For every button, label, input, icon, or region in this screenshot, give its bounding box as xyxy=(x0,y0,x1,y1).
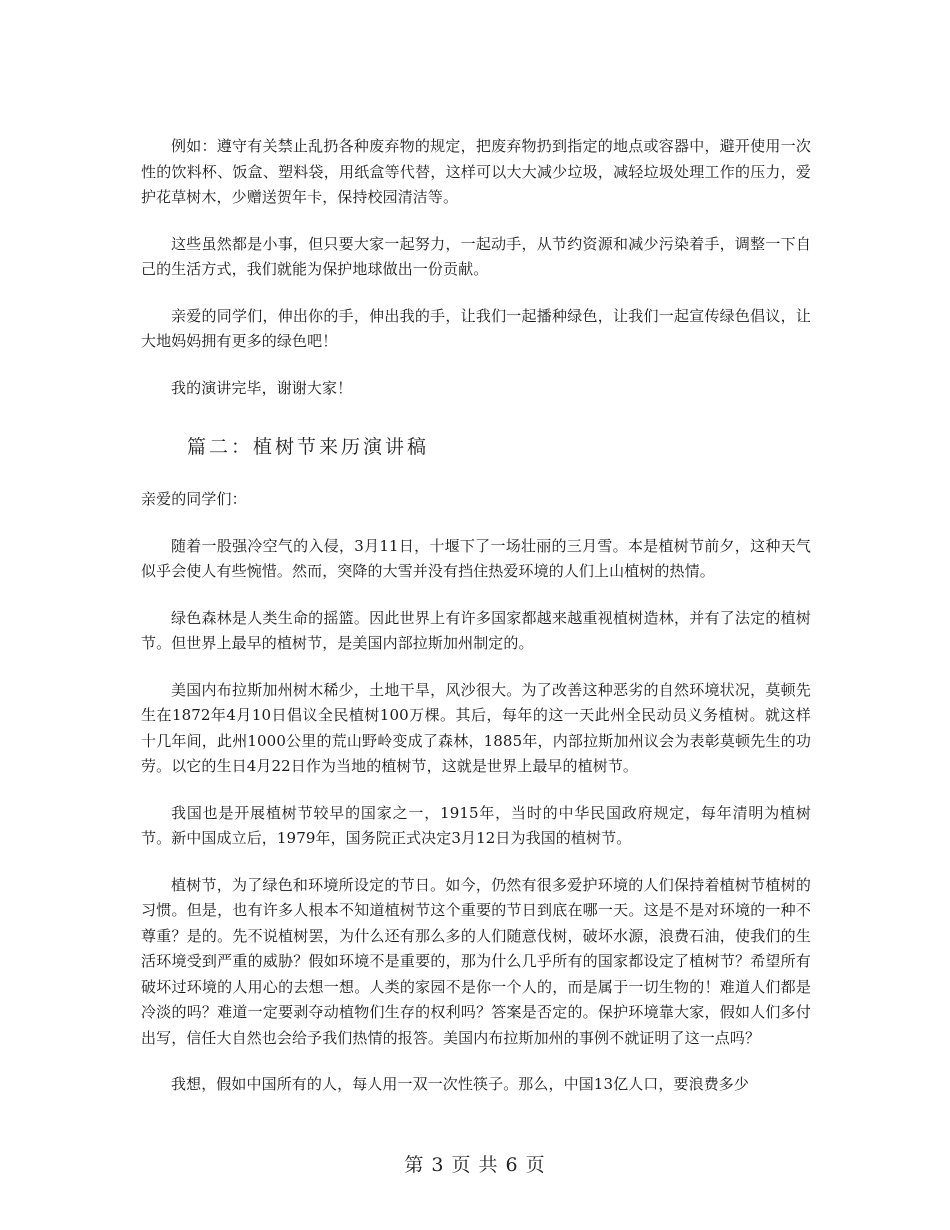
paragraph-closing: 我的演讲完毕，谢谢大家！ xyxy=(171,378,353,397)
paragraph-call-to-action: 亲爱的同学们，伸出你的手，伸出我的手，让我们一起播种绿色，让我们一起宣传绿色倡议，让大地妈妈拥有更多的绿色吧！ xyxy=(141,306,811,350)
paragraph-environment-respect: 植树节，为了绿色和环境所设定的节日。如今，仍然有很多爱护环境的人们保持着植树节植树的习惯。但是，也有许多人根本不知道植树节这个重要的节日到底在哪一天。这是不是对环境的一种不尊重？是的。先不说植树罢，为什么还有那么多的人们随意伐树，破坏水源，浪费石油，使我们的生活环境受到严重的威胁？假如环境不是重要的，那为什么几乎所有的国家都设定了植树节？希望所有破坏过环境的人用心的去想一想。人类的家园不是你一个人的，而是属于一切生物的！难道人们都是冷淡的吗？难道一定要剥夺动植物们生存的权利吗？答案是否定的。保护环境靠大家，假如人们多付出写，信任大自然也会给予我们热情的报答。美国内布拉斯加州的事例不就证明了这一点吗？ xyxy=(141,875,811,1047)
paragraph-examples: 例如：遵守有关禁止乱扔各种废弃物的规定，把废弃物扔到指定的地点或容器中，避开使用一次性的饮料杯、饭盒、塑料袋，用纸盒等代替，这样可以大大减少垃圾，减轻垃圾处理工作的压力，爱护花草树木，少赠送贺年卡，保持校园清洁等。 xyxy=(141,137,811,206)
paragraph-small-things: 这些虽然都是小事，但只要大家一起努力，一起动手，从节约资源和减少污染着手，调整一下自己的生活方式，我们就能为保护地球做出一份贡献。 xyxy=(141,234,811,278)
section-title: 篇二：植树节来历演讲稿 xyxy=(187,436,430,458)
document-body xyxy=(141,134,811,1119)
page-footer xyxy=(0,1150,950,1177)
paragraph-nebraska: 美国内布拉斯加州树木稀少，土地干旱，风沙很大。为了改善这种恶劣的自然环境状况，莫顿先生在1872年4月10日倡议全民植树100万棵。其后，每年的这一天此州全民动员义务植树。就这样十几年间，此州1000公里的荒山野岭变成了森林，1885年，内部拉斯加州议会为表彰莫顿先生的功劳。以它的生日4月22日作为当地的植树节，这就是世界上最早的植树节。 xyxy=(141,680,811,775)
paragraph-china-arbor-day: 我国也是开展植树节较早的国家之一，1915年，当时的中华民国政府规定，每年清明为植树节。新中国成立后，1979年，国务院正式决定3月12日为我国的植树节。 xyxy=(141,803,811,847)
paragraph-forest-cradle: 绿色森林是人类生命的摇篮。因此世界上有许多国家都越来越重视植树造林，并有了法定的植树节。但世界上最早的植树节，是美国内部拉斯加州制定的。 xyxy=(141,608,811,652)
salutation: 亲爱的同学们： xyxy=(141,490,247,508)
paragraph-march-snow: 随着一股强冷空气的入侵，3月11日，十堰下了一场壮丽的三月雪。本是植树节前夕，这种天气似乎会使人有些惋惜。然而，突降的大雪并没有挡住热爱环境的人们上山植树的热情。 xyxy=(141,536,811,580)
page-number-label: 第 3 页 共 6 页 xyxy=(404,1154,546,1176)
paragraph-chopsticks: 我想，假如中国所有的人，每人用一双一次性筷子。那么，中国13亿人口，要浪费多少 xyxy=(171,1075,749,1093)
